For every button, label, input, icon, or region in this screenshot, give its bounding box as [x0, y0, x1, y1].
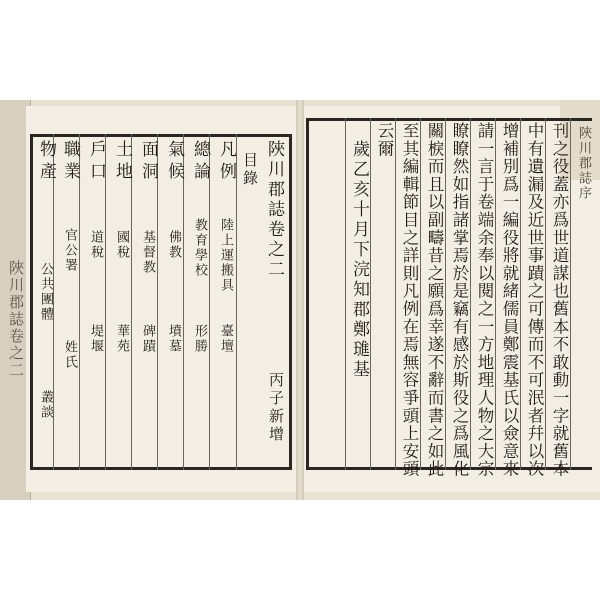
preface-line: 至其編輯節目之詳則凡例在焉無容爭頭上安頭: [400, 122, 419, 478]
preface-line: 刊之役蓋亦爲世道謀也舊本不敢動一字就舊本: [550, 122, 569, 478]
column-rule: [345, 118, 346, 470]
preface-line: 請一言于卷端余奉以閱之一方地理人物之大宗: [475, 122, 494, 478]
contents-item: 叢談: [38, 390, 53, 420]
column-rule: [236, 134, 237, 470]
contents-item: 華苑: [114, 324, 129, 354]
contents-item: 形勝: [192, 324, 207, 354]
column-rule: [183, 134, 184, 470]
contents-heading: 總論: [190, 140, 210, 184]
contents-item: 國稅: [114, 230, 129, 260]
contents-heading: 物產: [36, 140, 56, 184]
contents-heading: 氣候: [164, 140, 184, 184]
contents-heading: 戶口: [86, 140, 106, 184]
contents-heading: 土地: [112, 140, 132, 184]
column-rule: [395, 118, 396, 470]
column-rule: [79, 134, 80, 470]
contents-item: 臺壇: [218, 324, 233, 354]
preface-line: 中有遺漏及近世事蹟之可傳而不可泯者幷以次: [525, 122, 544, 478]
contents-item: 堤堰: [88, 324, 103, 354]
contents-item: 姓氏: [62, 340, 77, 370]
contents-item: 陸上運搬具: [218, 218, 233, 293]
contents-item: 基督教: [140, 230, 155, 275]
contents-item: 墳墓: [166, 324, 181, 354]
volume-title: 陜川郡誌卷之二: [264, 140, 284, 280]
contents-label: 目錄: [241, 152, 259, 188]
column-rule: [105, 134, 106, 470]
column-rule: [131, 134, 132, 470]
contents-item: 官公署: [62, 228, 77, 273]
preface-line: 增補別爲一編役將就緒儒員鄭震基氏以僉意來: [500, 122, 519, 478]
column-rule: [157, 134, 158, 470]
preface-line: 關棙而且以副疇昔之願爲幸遂不辭而書之如此: [425, 122, 444, 478]
edge-label: 陜川郡誌卷之二: [7, 260, 25, 379]
contents-item: 道稅: [88, 230, 103, 260]
contents-heading: 凡例: [216, 140, 236, 184]
supplement-note: 丙子新增: [267, 372, 285, 444]
signature-line: 歲乙亥十月下浣知郡鄭璡基: [349, 140, 369, 380]
margin-label: 陜川郡誌序: [576, 126, 591, 201]
preface-line: 云爾: [375, 122, 394, 158]
contents-item: 教育學校: [192, 218, 207, 278]
contents-heading: 職業: [60, 140, 80, 184]
book-fold: [296, 100, 304, 500]
contents-item: 佛教: [166, 230, 181, 260]
contents-item: 碑蹟: [140, 324, 155, 354]
preface-line: 瞭瞭然如指諸掌焉於是竊有感於斯役之爲風化: [450, 122, 469, 478]
contents-item: 公共團體: [38, 262, 53, 322]
column-rule: [209, 134, 210, 470]
contents-heading: 面洞: [138, 140, 158, 184]
